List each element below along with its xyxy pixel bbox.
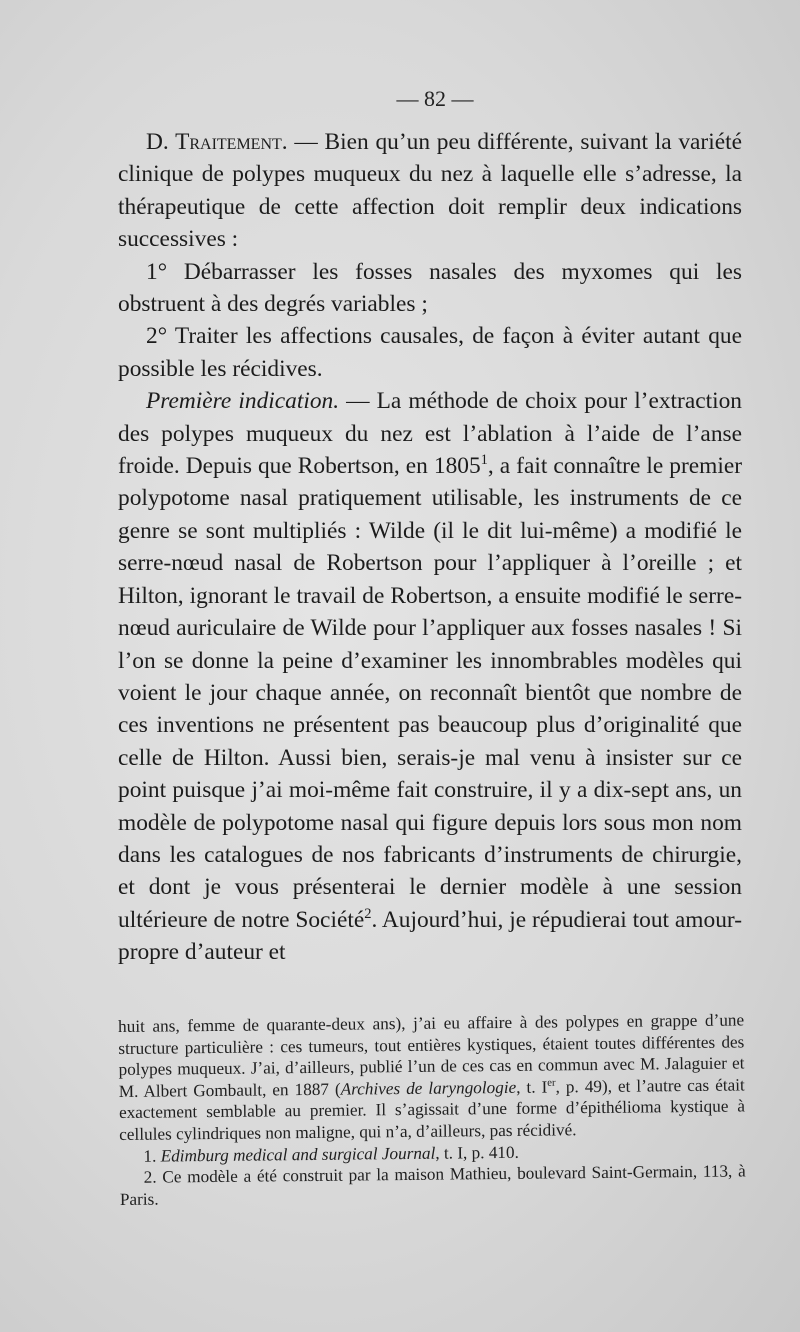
page-number: — 82 — bbox=[396, 86, 474, 111]
paragraph-first-indication bbox=[118, 385, 742, 968]
footnotes bbox=[118, 1009, 746, 1210]
paragraph-text: . Aujourd’hui, je répudierai tout amour-propre d’auteur et bbox=[118, 906, 742, 966]
paragraph-text: — Bien qu’un peu différente, suivant la variété clinique de polypes muqueux du nez à laquelle elle s’adresse, la thérapeutique de cette affection doit remplir deux indications successives : bbox=[118, 129, 742, 253]
footnote-1: 1. Edimburg medical and surgical Journal, t. I, p. 410. bbox=[143, 1142, 519, 1166]
journal-title: Archives de laryngologie bbox=[340, 1077, 517, 1099]
footnote-ref-2: 2 bbox=[364, 905, 372, 922]
footnote-continuation: huit ans, femme de quarante-deux ans), j’ai eu affaire à des polypes en grappe d’une structure particulière : ces tumeurs, tout entières kystiques, étaient toutes différentes des polypes muqueux. J’ai, d’ailleurs, publié l’un de ces cas en commun avec M. Jalaguier et M. Albert Gombault, en 1887 (Archives de laryngologie, t. Ier, p. 49), et l’autre cas était exactement semblable au premier. Il s’agissait d’une forme d’épithélioma kystique à cellules cylindriques non maligne, qui n’a, d’ailleurs, pas récidivé. bbox=[118, 1010, 746, 1144]
paragraph-indication-1: 1° Débarrasser les fosses nasales des myxomes qui les obstruent à des degrés variables ; bbox=[118, 258, 742, 318]
footnote-2: 2. Ce modèle a été construit par la maison Mathieu, boulevard Saint-Germain, 113, à Paris. bbox=[119, 1161, 746, 1209]
journal-title: Edimburg medical and surgical Journal bbox=[160, 1143, 436, 1166]
footnote-ref-1: 1 bbox=[480, 452, 488, 469]
section-heading: D. Traitement. bbox=[146, 129, 288, 155]
paragraph-text: — La méthode de choix pour l’extraction des polypes muqueux du nez est l’ablation à l’aide de l’anse froide. Depuis que Robertson, en 1805 bbox=[118, 388, 742, 480]
paragraph-text: , a fait connaître le premier polypotome nasal pratiquement utilisable, les instruments de ce genre se sont multipliés : Wilde (il le dit lui-même) a modifié le serre-nœud nasal de Robertson pour l’appliquer à l’oreille ; et Hilton, ignorant le travail de Robertson, a ensuite modifié le serre-nœud auriculaire de Wilde pour l’appliquer aux fosses nasales ! Si l’on se donne la peine d’examiner les innombrables modèles qui voient le jour chaque année, on reconnaît bientôt que nombre de ces inventions ne présentent pas beaucoup plus d’originalité que celle de Hilton. Aussi bien, serais-je mal venu à insister sur ce point puisque j’ai moi-même fait construire, il y a dix-sept ans, un modèle de polypotome nasal qui figure depuis lors sous mon nom dans les catalogues de nos fabricants d’instruments de chirurgie, et dont je vous présenterai le dernier modèle à une session ultérieure de notre Société bbox=[118, 453, 742, 933]
paragraph-indication-2: 2° Traiter les affections causales, de façon à éviter autant que possible les récidives. bbox=[118, 323, 742, 382]
paragraph-treatment bbox=[118, 126, 742, 256]
subheading-first-indication: Première indication. bbox=[146, 388, 340, 415]
main-text bbox=[118, 126, 742, 969]
